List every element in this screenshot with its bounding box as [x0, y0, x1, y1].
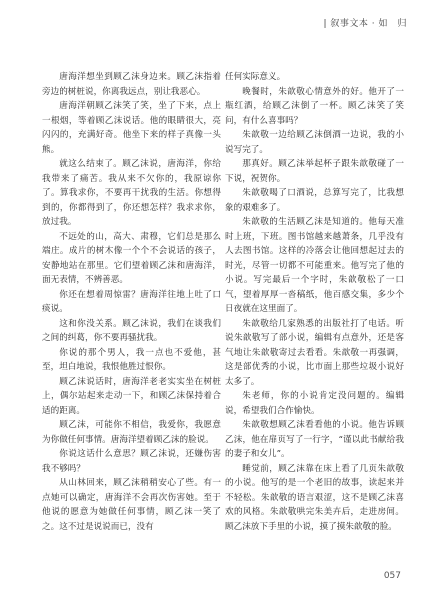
paragraph: 睡觉前，顾乙沫靠在床上看了几页朱歆敬的小说。他写的是一个老旧的故事，读起来并不轻松。朱歆敬的语言艰涩，这不是顾乙沫喜欢的风格。朱歆敬哄完朱美卉后，走进房间。顾乙沫放下手里的小说，摸了摸朱歆敬的脸。: [225, 463, 404, 532]
paragraph: 不远处的山，高大、肃穆，它们总是那么端庄。成片的树木像一个个不会说话的孩子，安静地站在那里。它们望着顾乙沫和唐海洋，面无表情，不辨善恶。: [42, 231, 221, 285]
left-column: [42, 70, 221, 534]
paragraph: 朱老师，你的小说肯定没问题的。编辑说，希望我们合作愉快。: [225, 391, 404, 416]
paragraph: 唐海洋朝顾乙沫笑了笑，坐了下来，点上一根烟，等着顾乙沫说话。他的眼睛很大，亮闪闪的，充满好奇。他坐下来的样子真像一头熊。: [42, 101, 221, 155]
paragraph: 唐海洋想坐到顾乙沫身边来。顾乙沫指着旁边的树桩说，你离我远点，别让我恶心。: [42, 72, 221, 97]
right-column: [225, 70, 404, 534]
page-number: 057: [383, 571, 401, 581]
running-header: | 叙事文本 · 如 归: [323, 19, 407, 29]
paragraph: 朱歆敬的生活顾乙沫是知道的。他每天准时上班，下班。图书馆越来越萧条，几乎没有人去图书馆。这样的冷落会让他回想起过去的时光，尽管一切都不可能重来。他写完了他的小说。写完最后一个字时，朱歆敬松了一口气，望着厚厚一沓稿纸，他百感交集，多少个日夜就在这里面了。: [225, 217, 404, 314]
paragraph: 你说的那个男人，我一点也不爱他，甚至，坦白地说，我恨他胜过恨你。: [42, 347, 221, 372]
paragraph: 顾乙沫说话时，唐海洋老老实实坐在树桩上，偶尔站起来走动一下，和顾乙沫保持着合适的距离。: [42, 376, 221, 416]
paragraph: 任何实际意义。: [225, 72, 286, 82]
paragraph: 你还在想着周惊雷？唐海洋往地上吐了口痰说。: [42, 289, 221, 314]
paragraph: 顾乙沫，可能你不相信，我爱你，我愿意为你做任何事情。唐海洋望着顾乙沫的脸说。: [42, 420, 221, 445]
paragraph: 从山林回来，顾乙沫稍稍安心了些。有一点她可以确定，唐海洋不会再次伤害她。至于他说的愿意为她做任何事情，顾乙沫一笑了之。这不过是说说而已，没有: [42, 478, 221, 532]
paragraph: 你说这话什么意思？顾乙沫说，还嫌伤害我不够吗？: [42, 449, 221, 474]
paragraph: 这和你没关系。顾乙沫说，我们在谈我们之间的纠葛，你不要再骚扰我。: [42, 318, 221, 343]
paragraph: 就这么结束了。顾乙沫说，唐海洋，你给我带来了痛苦。我从来不欠你的，我原谅你了。算我求你，不要再干扰我的生活。你想得到的，你都得到了，你还想怎样？我求求你，放过我。: [42, 159, 221, 227]
paragraph: 晚餐时，朱歆敬心情意外的好。他开了一瓶红酒，给顾乙沫倒了一杯。顾乙沫笑了笑问，有什么喜事吗？: [225, 86, 404, 126]
paragraph: 朱歆敬一边给顾乙沫倒酒一边说，我的小说写完了。: [225, 130, 404, 155]
paragraph: 朱歆敬喝了口酒说，总算写完了，比我想象的艰难多了。: [225, 188, 404, 213]
paragraph: 朱歆敬想顾乙沫看看他的小说。他告诉顾乙沫，他在扉页写了一行字，“谨以此书献给我的妻子和女儿”。: [225, 420, 404, 459]
paragraph: 那真好。顾乙沫举起杯子跟朱歆敬碰了一下说，祝贺你。: [225, 159, 404, 184]
paragraph: 朱歆敬给几家熟悉的出版社打了电话。听说朱歆敬写了部小说，编辑有点意外，还是客气地让朱歆敬寄过去看看。朱歆敬一再强调，这是部优秀的小说，比市面上那些垃圾小说好太多了。: [225, 318, 404, 387]
